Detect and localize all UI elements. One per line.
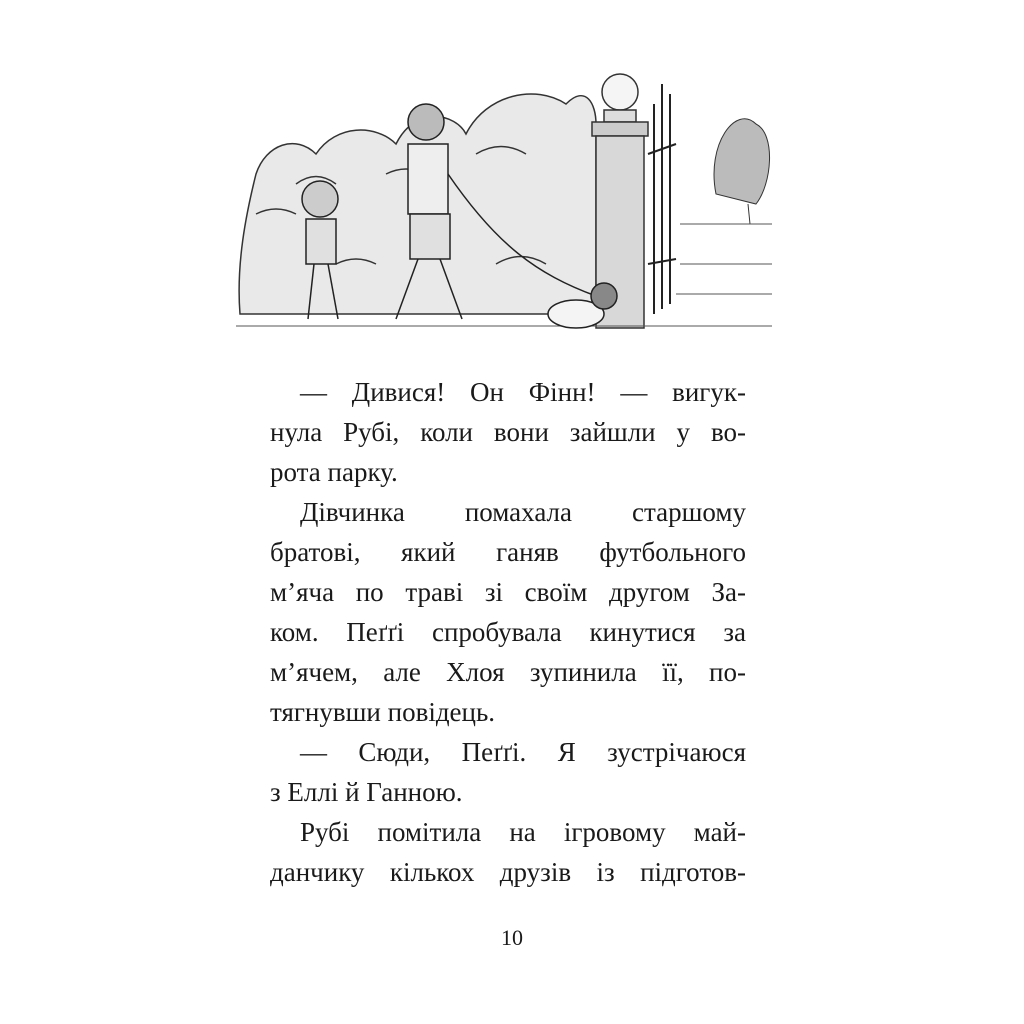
text-line: з Еллі й Ганною. <box>270 777 463 807</box>
text-line: нула Рубі, коли вони зайшли у во- <box>270 417 746 447</box>
text-line: — Сюди, Пеґґі. Я зустрічаюся <box>300 737 746 767</box>
text-line: Рубі помітила на ігровому май- <box>300 817 746 847</box>
page-number: 10 <box>501 925 523 950</box>
text-line: — Дивися! Он Фінн! — вигук- <box>300 377 746 407</box>
text-line: рота парку. <box>270 457 398 487</box>
background-tree <box>714 119 770 224</box>
illustration-park-gate <box>236 64 772 344</box>
text-line: м’ячем, але Хлоя зупинила її, по- <box>270 657 746 687</box>
text-line: братові, який ганяв футбольного <box>270 537 746 567</box>
text-line: данчику кількох друзів із підготов- <box>270 857 746 887</box>
text-line: ком. Пеґґі спробувала кинутися за <box>270 617 746 647</box>
text-line: Дівчинка помахала старшому <box>300 497 746 527</box>
text-line: м’яча по траві зі своїм другом За- <box>270 577 746 607</box>
text-line: тягнувши повідець. <box>270 697 496 727</box>
iron-gate <box>648 84 676 314</box>
body-text <box>270 372 746 892</box>
